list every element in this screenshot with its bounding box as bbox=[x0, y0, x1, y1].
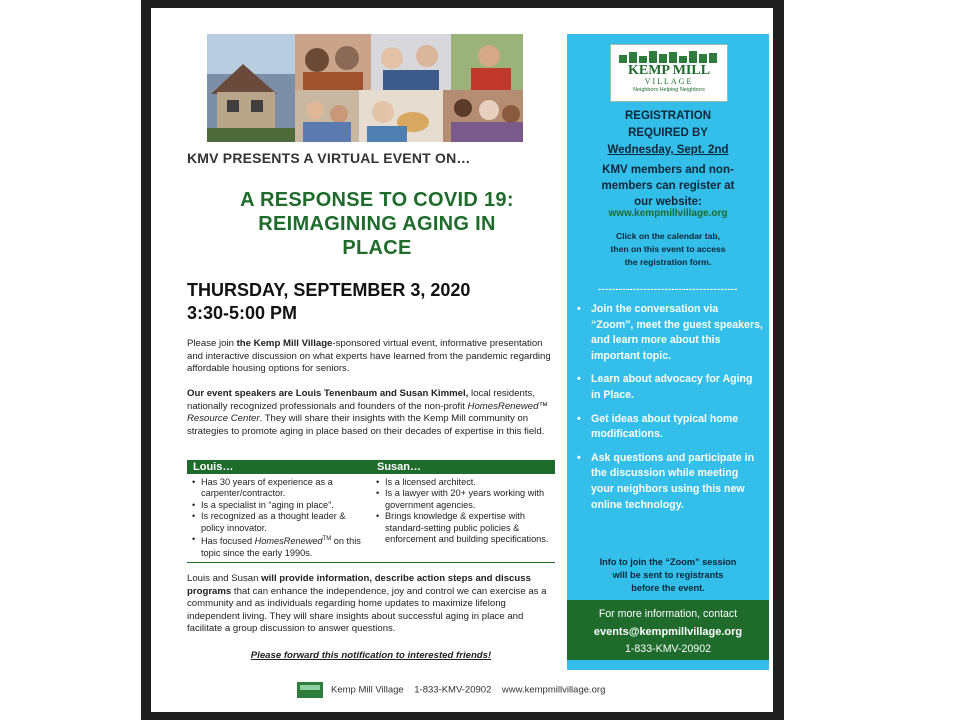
kmv-logo-icon bbox=[297, 682, 323, 698]
contact-phone: 1-833-KMV-20902 bbox=[625, 643, 711, 655]
list-item: • Learn about advocacy for Aging in Place. bbox=[575, 372, 763, 403]
dashed-divider: ---------------------------------------- bbox=[598, 284, 738, 294]
footer-text: Kemp Mill Village 1-833-KMV-20902 www.kempmillvillage.org bbox=[331, 684, 606, 696]
speaker-table bbox=[187, 460, 555, 574]
registration-deadline: REGISTRATION REQUIRED BY Wednesday, Sept. 2nd bbox=[607, 110, 729, 156]
event-time: 3:30-5:00 PM bbox=[187, 303, 298, 323]
registration-sidebar bbox=[567, 34, 769, 670]
event-intro: KMV PRESENTS A VIRTUAL EVENT ON… bbox=[187, 150, 471, 166]
event-title: A RESPONSE TO COVID 19: REIMAGINING AGING IN PLACE bbox=[240, 189, 514, 259]
list-item: • Has 30 years of experience as a carpenter/contractor. bbox=[189, 477, 365, 500]
collage-image bbox=[207, 34, 523, 142]
event-highlights bbox=[575, 302, 763, 521]
list-item: • Is a specialist in “aging in place”. bbox=[189, 500, 365, 511]
event-date: THURSDAY, SEPTEMBER 3, 2020 bbox=[187, 280, 471, 300]
forward-note: Please forward this notification to interested friends! bbox=[250, 650, 492, 661]
website-link[interactable]: www.kempmillvillage.org bbox=[608, 208, 728, 219]
louis-bio-list bbox=[189, 477, 365, 559]
list-item: • Ask questions and participate in the discussion while meeting your neighbors using this new online technology. bbox=[575, 451, 763, 513]
contact-label: For more information, contact bbox=[598, 608, 738, 620]
list-item: • Brings knowledge & expertise with standard-setting public policies & enforcement and building specifications. bbox=[373, 511, 553, 545]
speakers-paragraph: Our event speakers are Louis Tenenbaum and Susan Kimmel, local residents, nationally recognized professionals and founders of the non-profit HomesRenewed™ Resource Center. They will share their insights with the Kemp Mill community on strategies to promote aging in place based on their decades of expertise in this field. bbox=[187, 388, 549, 437]
footer bbox=[297, 682, 637, 698]
logo-title: KEMP MILL bbox=[627, 63, 711, 78]
susan-header: Susan… bbox=[377, 461, 422, 473]
list-item: • Is a licensed architect. bbox=[373, 477, 553, 488]
list-item: • Join the conversation via “Zoom”, meet the guest speakers, and learn more about this important topic. bbox=[575, 302, 763, 364]
logo-subtitle: VILLAGE bbox=[644, 77, 694, 86]
louis-header: Louis… bbox=[193, 461, 234, 473]
contact-email[interactable]: events@kempmillvillage.org bbox=[593, 626, 743, 638]
logo-tagline: Neighbors Helping Neighbors bbox=[633, 87, 705, 93]
registration-info: KMV members and non- members can register at our website: bbox=[601, 164, 735, 208]
photo-collage bbox=[207, 34, 523, 142]
intro-paragraph: Please join the Kemp Mill Village-sponsored virtual event, informative presentation and interactive discussion on what experts have learned from the pandemic regarding affordable housing options for seniors. bbox=[187, 338, 551, 375]
list-item: • Is a lawyer with 20+ years working with government agencies. bbox=[373, 488, 553, 511]
calendar-instructions: Click on the calendar tab, then on this event to access the registration form. bbox=[610, 231, 726, 267]
list-item: • Has focused HomesRenewed™ on this topic since the early 1990s. bbox=[189, 534, 365, 559]
table-divider bbox=[187, 562, 555, 563]
kemp-mill-logo bbox=[610, 44, 728, 102]
speaker-table-header bbox=[187, 460, 555, 474]
flyer-page bbox=[151, 8, 773, 712]
zoom-info: Info to join the “Zoom” session will be sent to registrants before the event. bbox=[599, 557, 737, 593]
contact-box bbox=[567, 600, 769, 660]
list-item: • Is recognized as a thought leader & policy innovator. bbox=[189, 511, 365, 534]
buildings-icon bbox=[619, 51, 719, 63]
closing-paragraph: Louis and Susan will provide information, describe action steps and discuss programs that can enhance the independence, joy and control we can exercise as a community and as individuals regarding home updates to maximize lifelong independent living. They will share insights about successful aging in place and facilitate a group discussion to answer questions. bbox=[187, 573, 547, 635]
susan-bio-list bbox=[373, 477, 553, 545]
event-datetime bbox=[187, 279, 567, 325]
list-item: • Get ideas about typical home modifications. bbox=[575, 412, 763, 443]
